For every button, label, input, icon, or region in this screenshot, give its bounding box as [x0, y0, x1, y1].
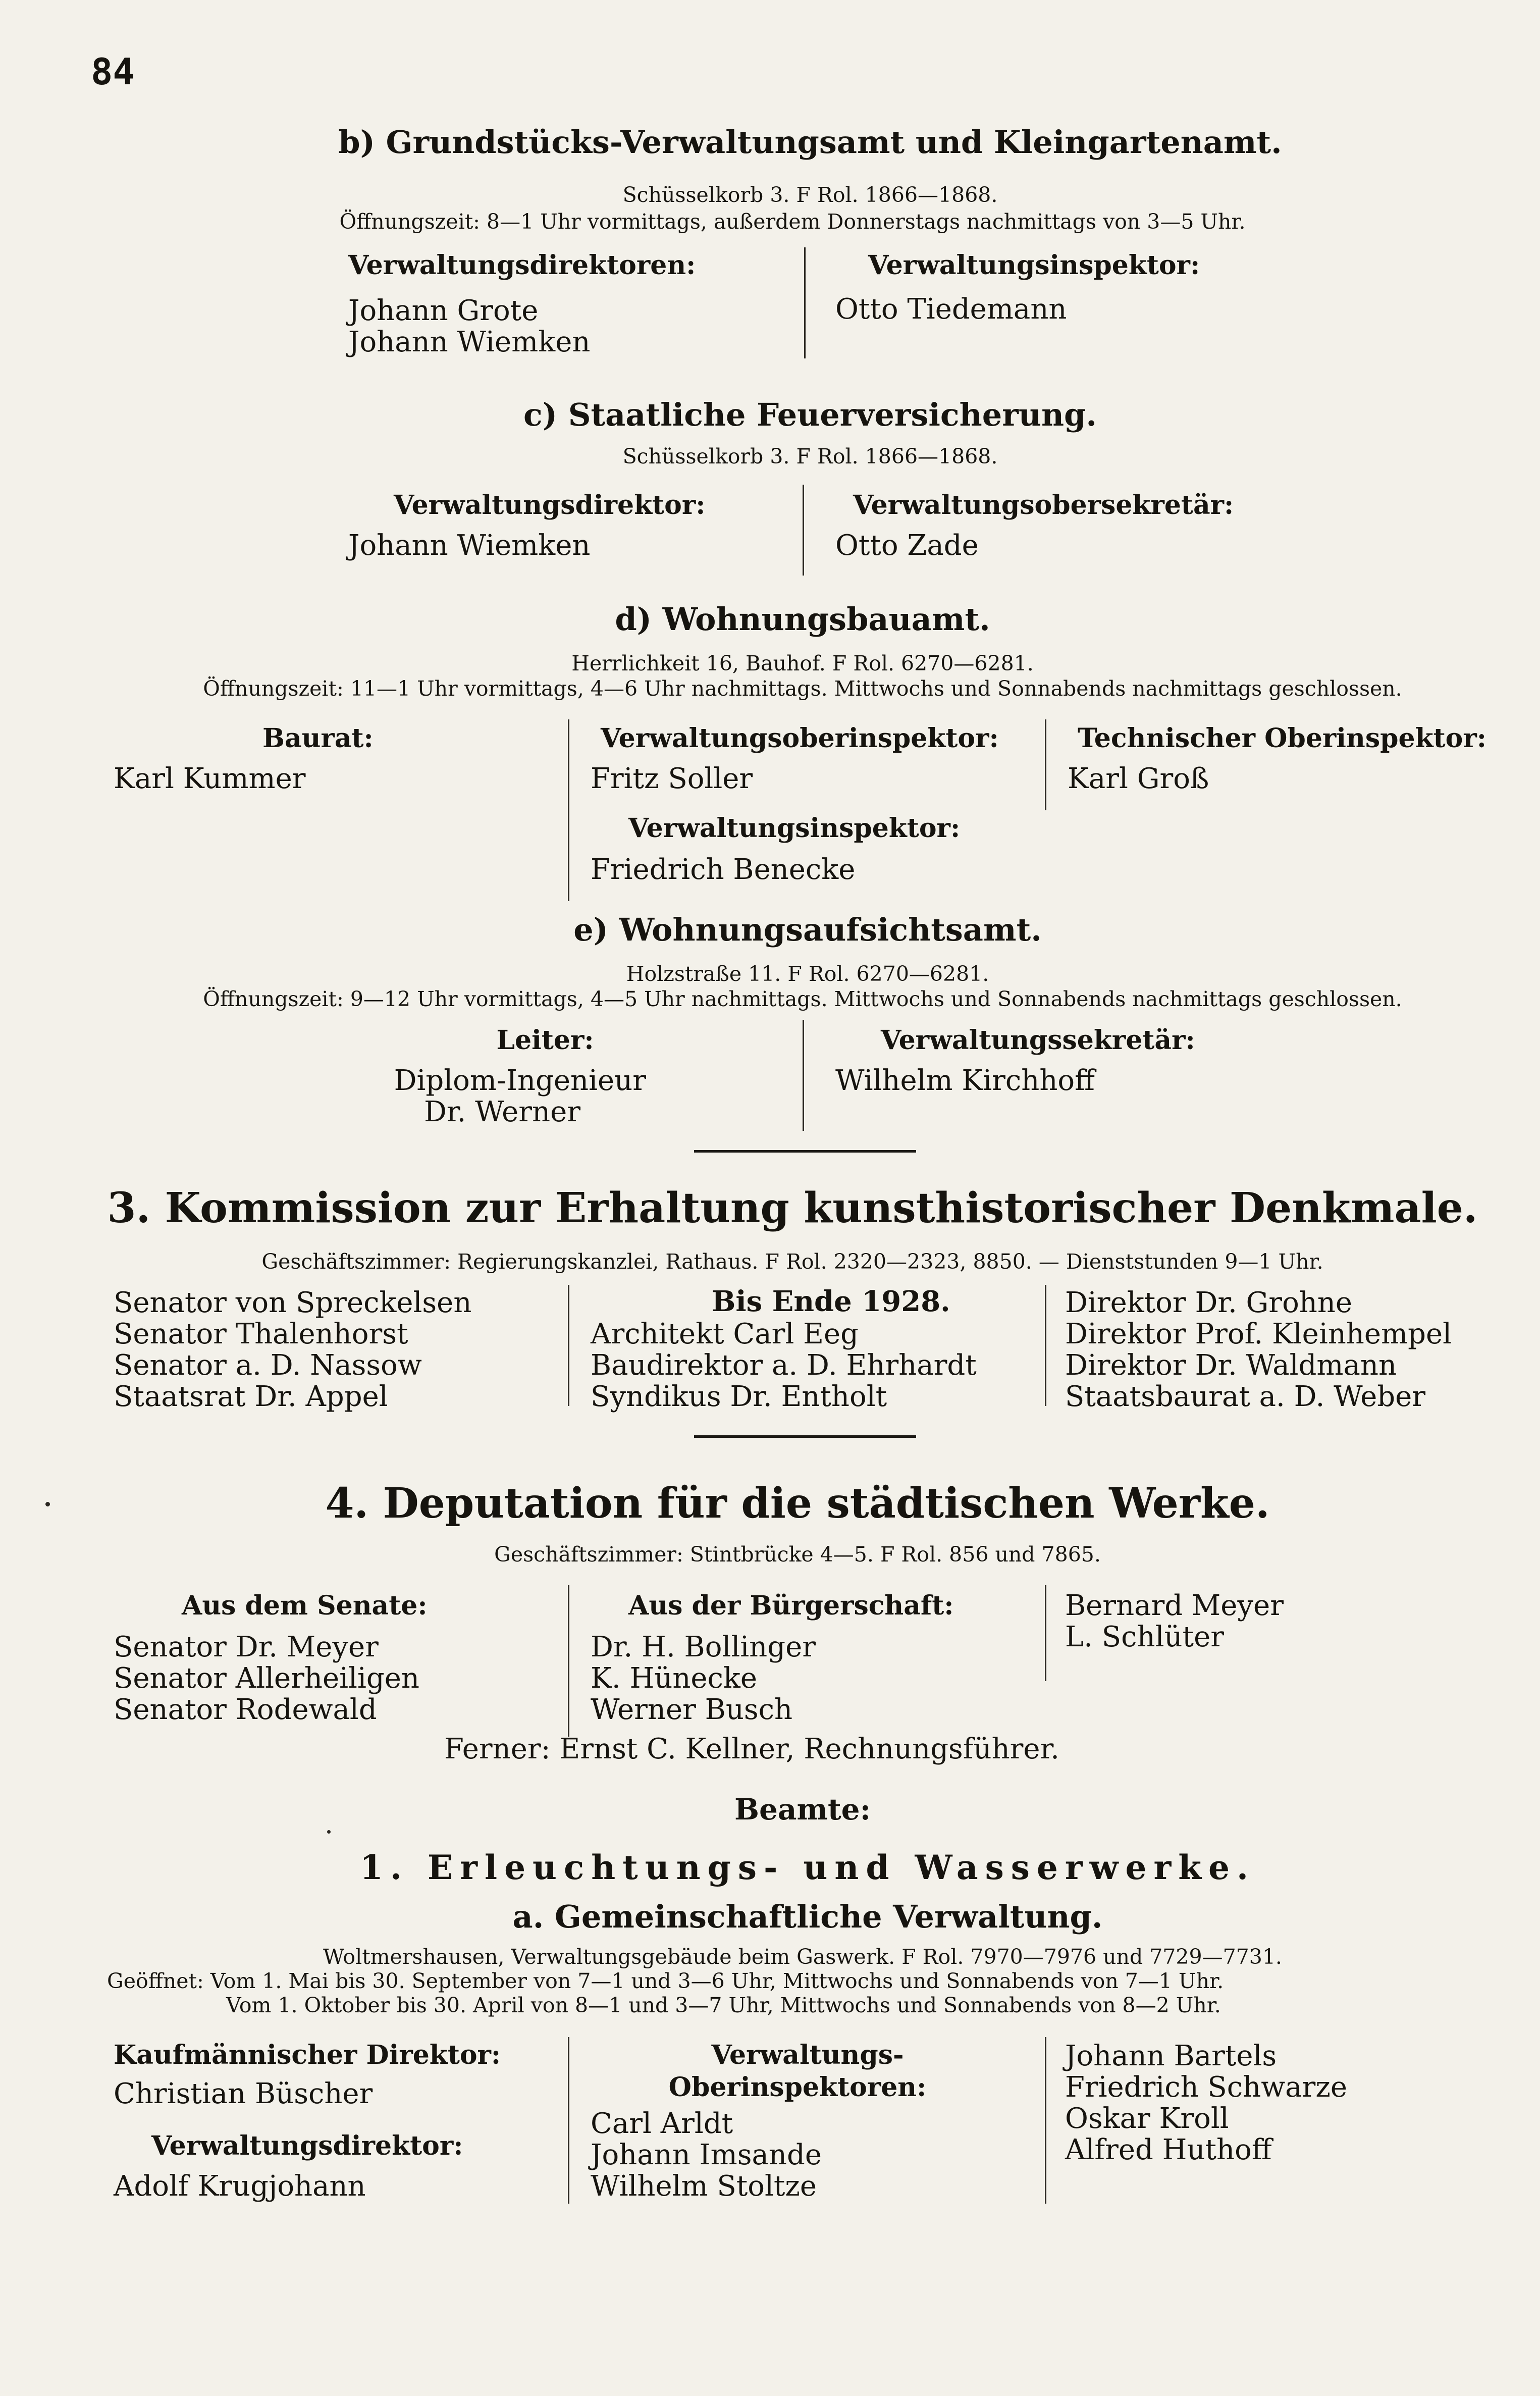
print-speck	[45, 1502, 50, 1506]
section-4-title: 4. Deputation für die städtischen Werke.	[325, 1479, 1270, 1528]
list-item: Staatsrat Dr. Appel	[114, 1380, 388, 1413]
beamte-opening-2: Vom 1. Oktober bis 30. April von 8—1 und 3—7 Uhr, Mittwochs und Sonnabends von 8—2 Uhr.	[226, 1993, 1221, 2017]
section-4-office: Geschäftszimmer: Stintbrücke 4—5. F Rol. 856 und 7865.	[494, 1542, 1101, 1567]
beamte-col1-label2: Verwaltungsdirektor:	[151, 2130, 463, 2161]
section-d-col2-name2: Friedrich Benecke	[591, 853, 856, 886]
list-item: Direktor Dr. Grohne	[1065, 1286, 1353, 1319]
section-b-hours: Öffnungszeit: 8—1 Uhr vormittags, außerdem Donnerstags nachmittags von 3—5 Uhr.	[339, 210, 1246, 234]
section-4-col2	[591, 1632, 816, 1726]
column-divider	[568, 1585, 569, 1737]
column-divider	[1045, 2037, 1046, 2204]
list-item: Direktor Prof. Kleinhempel	[1065, 1318, 1452, 1350]
section-e-right-label: Verwaltungssekretär:	[881, 1025, 1195, 1056]
beamte-address: Woltmershausen, Verwaltungsgebäude beim Gaswerk. F Rol. 7970—7976 und 7729—7731.	[323, 1945, 1282, 1969]
column-divider	[804, 247, 806, 358]
list-item: Architekt Carl Eeg	[591, 1318, 859, 1350]
section-e-left-name1: Diplom-Ingenieur	[394, 1064, 646, 1097]
list-item: Staatsbaurat a. D. Weber	[1065, 1380, 1426, 1413]
section-b-address: Schüsselkorb 3. F Rol. 1866—1868.	[622, 183, 998, 207]
list-item: Senator Thalenhorst	[114, 1318, 408, 1350]
section-d-address: Herrlichkeit 16, Bauhof. F Rol. 6270—6281.	[571, 651, 1034, 675]
list-item: Senator von Spreckelsen	[114, 1286, 472, 1319]
beamte-col2-label-b: Oberinspektoren:	[668, 2072, 927, 2103]
section-d-col1-name: Karl Kummer	[114, 762, 306, 795]
section-4-col2-label: Aus der Bürgerschaft:	[628, 1590, 954, 1621]
name-line: Johann Grote	[348, 294, 539, 327]
column-divider	[1045, 719, 1046, 810]
column-divider	[568, 2037, 569, 2204]
beamte-heading: Beamte:	[734, 1792, 871, 1827]
list-item: Johann Imsande	[591, 2139, 822, 2171]
list-item: Oskar Kroll	[1065, 2102, 1229, 2135]
section-e-address: Holzstraße 11. F Rol. 6270—6281.	[626, 962, 989, 986]
section-d-title: d) Wohnungsbauamt.	[615, 601, 990, 638]
column-divider	[803, 1020, 804, 1131]
column-divider	[568, 1285, 569, 1406]
section-b-title: b) Grundstücks-Verwaltungsamt und Kleingartenamt.	[338, 124, 1282, 161]
list-item: Baudirektor a. D. Ehrhardt	[591, 1349, 977, 1382]
beamte-col1-label: Kaufmännischer Direktor:	[114, 2040, 501, 2070]
section-d-col3-label: Technischer Oberinspektor:	[1078, 723, 1486, 754]
section-4-col3	[1065, 1590, 1284, 1653]
beamte-col1-name2: Adolf Krugjohann	[114, 2170, 366, 2203]
list-item: Werner Busch	[591, 1693, 793, 1726]
beamte-subheading-2: a. Gemeinschaftliche Verwaltung.	[512, 1898, 1103, 1935]
section-c-left-label: Verwaltungsdirektor:	[394, 490, 706, 520]
beamte-col2-label-a: Verwaltungs-	[711, 2040, 904, 2070]
section-b-right-label: Verwaltungsinspektor:	[868, 250, 1200, 281]
section-3-col3	[1065, 1287, 1452, 1413]
section-3-col1	[114, 1287, 471, 1413]
section-c-address: Schüsselkorb 3. F Rol. 1866—1868.	[622, 444, 998, 468]
section-d-col2-label1: Verwaltungsoberinspektor:	[601, 723, 999, 754]
list-item: Syndikus Dr. Entholt	[591, 1380, 887, 1413]
section-b-right-name: Otto Tiedemann	[835, 293, 1067, 326]
beamte-col3	[1065, 2041, 1347, 2166]
list-item: Carl Arldt	[591, 2107, 733, 2140]
list-item: Alfred Huthoff	[1065, 2133, 1272, 2166]
section-3-office: Geschäftszimmer: Regierungskanzlei, Rathaus. F Rol. 2320—2323, 8850. — Dienststunden 9—1 Uhr.	[261, 1249, 1323, 1274]
section-d-hours: Öffnungszeit: 11—1 Uhr vormittags, 4—6 Uhr nachmittags. Mittwochs und Sonnabends nachmittags geschlossen.	[203, 676, 1402, 701]
column-divider	[1045, 1285, 1046, 1406]
list-item: Friedrich Schwarze	[1065, 2071, 1347, 2104]
section-c-title: c) Staatliche Feuerversicherung.	[523, 396, 1097, 433]
section-c-left-name: Johann Wiemken	[348, 529, 591, 562]
beamte-opening-1: Geöffnet: Vom 1. Mai bis 30. September von 7—1 und 3—6 Uhr, Mittwochs und Sonnabends von 7—1 Uhr.	[107, 1969, 1224, 1993]
name-line: Johann Wiemken	[348, 326, 591, 358]
section-4-ferner: Ferner: Ernst C. Kellner, Rechnungsführer.	[444, 1733, 1059, 1765]
section-3-title: 3. Kommission zur Erhaltung kunsthistorischer Denkmale.	[107, 1184, 1478, 1232]
section-c-right-name: Otto Zade	[835, 529, 979, 562]
list-item: Direktor Dr. Waldmann	[1065, 1349, 1397, 1382]
column-divider	[803, 485, 804, 576]
section-e-left-label: Leiter:	[496, 1025, 594, 1056]
section-d-col3-name: Karl Groß	[1068, 762, 1209, 795]
section-d-col1-label: Baurat:	[262, 723, 374, 754]
list-item: Senator Dr. Meyer	[114, 1631, 379, 1663]
beamte-subheading-1: 1. Erleuchtungs- und Wasserwerke.	[360, 1848, 1255, 1887]
list-item: Bernard Meyer	[1065, 1589, 1284, 1622]
section-rule	[694, 1150, 916, 1153]
section-3-col2-head: Bis Ende 1928.	[712, 1285, 950, 1318]
section-3-col2	[591, 1319, 977, 1413]
section-e-right-name: Wilhelm Kirchhoff	[835, 1064, 1095, 1097]
list-item: K. Hünecke	[591, 1662, 757, 1695]
section-d-col2-name1: Fritz Soller	[591, 762, 753, 795]
list-item: Dr. H. Bollinger	[591, 1631, 816, 1663]
list-item: Senator Rodewald	[114, 1693, 377, 1726]
section-4-col1-label: Aus dem Senate:	[182, 1590, 428, 1621]
section-4-col1	[114, 1632, 419, 1726]
page-number: 84	[91, 50, 135, 93]
list-item: Senator Allerheiligen	[114, 1662, 419, 1695]
list-item: Senator a. D. Nassow	[114, 1349, 422, 1382]
column-divider	[568, 719, 569, 901]
section-b-left-label: Verwaltungsdirektoren:	[348, 250, 696, 281]
list-item: L. Schlüter	[1065, 1621, 1224, 1653]
beamte-col1-name: Christian Büscher	[114, 2077, 373, 2110]
section-rule	[694, 1435, 916, 1438]
section-c-right-label: Verwaltungsobersekretär:	[853, 490, 1234, 520]
print-speck	[327, 1830, 331, 1834]
section-d-col2-label2: Verwaltungsinspektor:	[628, 813, 961, 844]
column-divider	[1045, 1585, 1046, 1681]
list-item: Wilhelm Stoltze	[591, 2170, 817, 2203]
section-e-left-name2: Dr. Werner	[424, 1096, 580, 1128]
beamte-col2	[591, 2108, 822, 2202]
section-b-left-names	[348, 295, 590, 358]
list-item: Johann Bartels	[1065, 2040, 1277, 2072]
section-e-title: e) Wohnungsaufsichtsamt.	[573, 911, 1042, 948]
section-e-hours: Öffnungszeit: 9—12 Uhr vormittags, 4—5 Uhr nachmittags. Mittwochs und Sonnabends nachmittags geschlossen.	[203, 987, 1402, 1011]
